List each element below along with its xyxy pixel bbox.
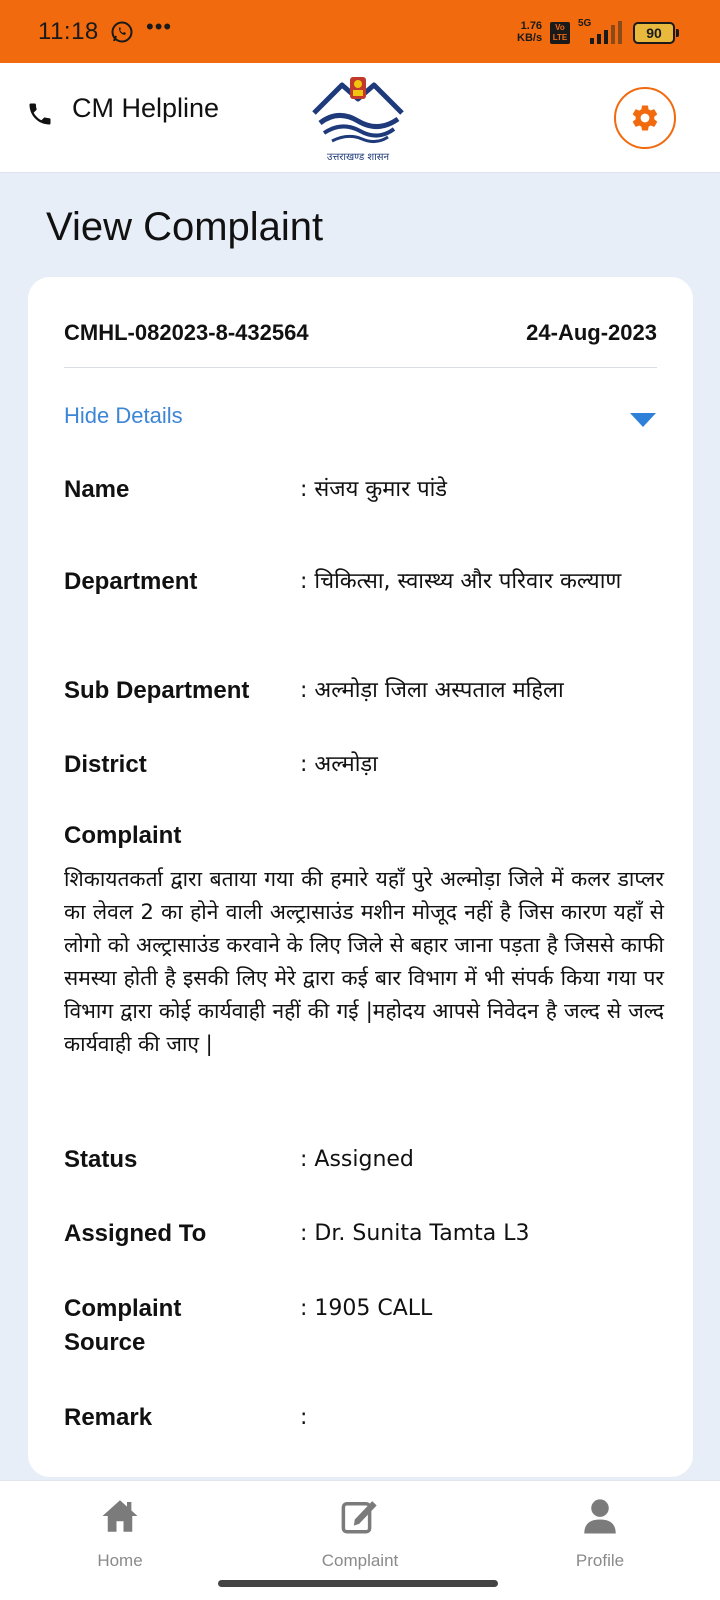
edit-icon (339, 1495, 381, 1537)
field-value: : चिकित्सा, स्वास्थ्य और परिवार कल्याण (300, 565, 660, 598)
field-value: : Dr. Sunita Tamta L3 (300, 1217, 660, 1250)
network-speed-unit: KB/s (517, 32, 543, 44)
complaint-date: 24-Aug-2023 (526, 320, 657, 345)
nav-home[interactable] (50, 1495, 190, 1575)
chevron-down-icon[interactable] (630, 413, 656, 427)
field-label: Department (64, 568, 198, 595)
field-label: Remark (64, 1404, 153, 1431)
field-value: : Assigned (300, 1143, 660, 1176)
more-notifications-icon: ••• (146, 14, 173, 39)
gesture-bar[interactable] (218, 1580, 498, 1587)
hide-details-link[interactable]: Hide Details (64, 403, 183, 428)
whatsapp-icon (110, 20, 134, 44)
divider (64, 367, 657, 368)
signal-icon (578, 20, 624, 46)
complaint-text: शिकायतकर्ता द्वारा बताया गया की हमारे यहाँ पुरे अल्मोड़ा जिले में कलर डाप्लर का लेवल 2 का होने वाली अल्ट्रासाउंड मशीन मोजूद नहीं है जिस कारण यहाँ से लोगो को अल्ट्रासाउंड करवाने के लिए जिले से बहार जाना पड़ता है जिससे काफी समस्या होती है इसकी लिए मेरे द्वारा कई बार विभाग में भी संपर्क किया गया पर विभाग द्वारा कोई कार्यवाही नहीं की गई |महोदय आपसे निवेदन है जल्द से जल्द कार्यवाही की जाए | (64, 867, 664, 1056)
field-label: Sub Department (64, 677, 250, 704)
field-value (300, 1401, 660, 1434)
complaint-id: CMHL-082023-8-432564 (64, 320, 309, 345)
nav-label: Profile (575, 1551, 625, 1570)
field-value: : अल्मोड़ा जिला अस्पताल महिला (300, 674, 660, 707)
app-title: CM Helpline (72, 93, 220, 123)
field-label: Name (64, 476, 130, 503)
field-value: : अल्मोड़ा (300, 748, 660, 781)
network-speed-value: 1.76 (520, 20, 543, 32)
network-type: 5G (578, 18, 592, 29)
field-label: District (64, 751, 147, 778)
app-header (0, 63, 720, 173)
status-bar (0, 0, 720, 63)
field-label: Assigned To (64, 1220, 207, 1247)
nav-label: Home (97, 1551, 143, 1570)
status-time: 11:18 (38, 18, 99, 45)
phone-icon[interactable] (26, 100, 54, 128)
network-speed (517, 20, 542, 44)
nav-label: Complaint (321, 1551, 399, 1570)
logo-caption: उत्तराखण्ड शासन (326, 152, 390, 163)
field-label: Complaint Source (64, 1295, 182, 1356)
gear-icon (630, 103, 660, 133)
nav-complaint[interactable] (290, 1495, 430, 1575)
field-value: : 1905 CALL (300, 1292, 660, 1325)
page-title: View Complaint (46, 205, 324, 249)
field-label: Status (64, 1146, 138, 1173)
uttarakhand-logo (308, 69, 408, 165)
home-icon (99, 1495, 141, 1537)
complaint-card (28, 277, 693, 1477)
battery-icon: 90 (633, 22, 675, 44)
profile-icon (579, 1495, 621, 1537)
field-value: : संजय कुमार पांडे (300, 473, 660, 506)
volte-icon: Vo LTE (550, 22, 570, 44)
nav-profile[interactable] (530, 1495, 670, 1575)
uttarakhand-emblem-icon (308, 69, 408, 153)
complaint-label: Complaint (64, 822, 182, 849)
settings-button[interactable] (614, 87, 676, 149)
